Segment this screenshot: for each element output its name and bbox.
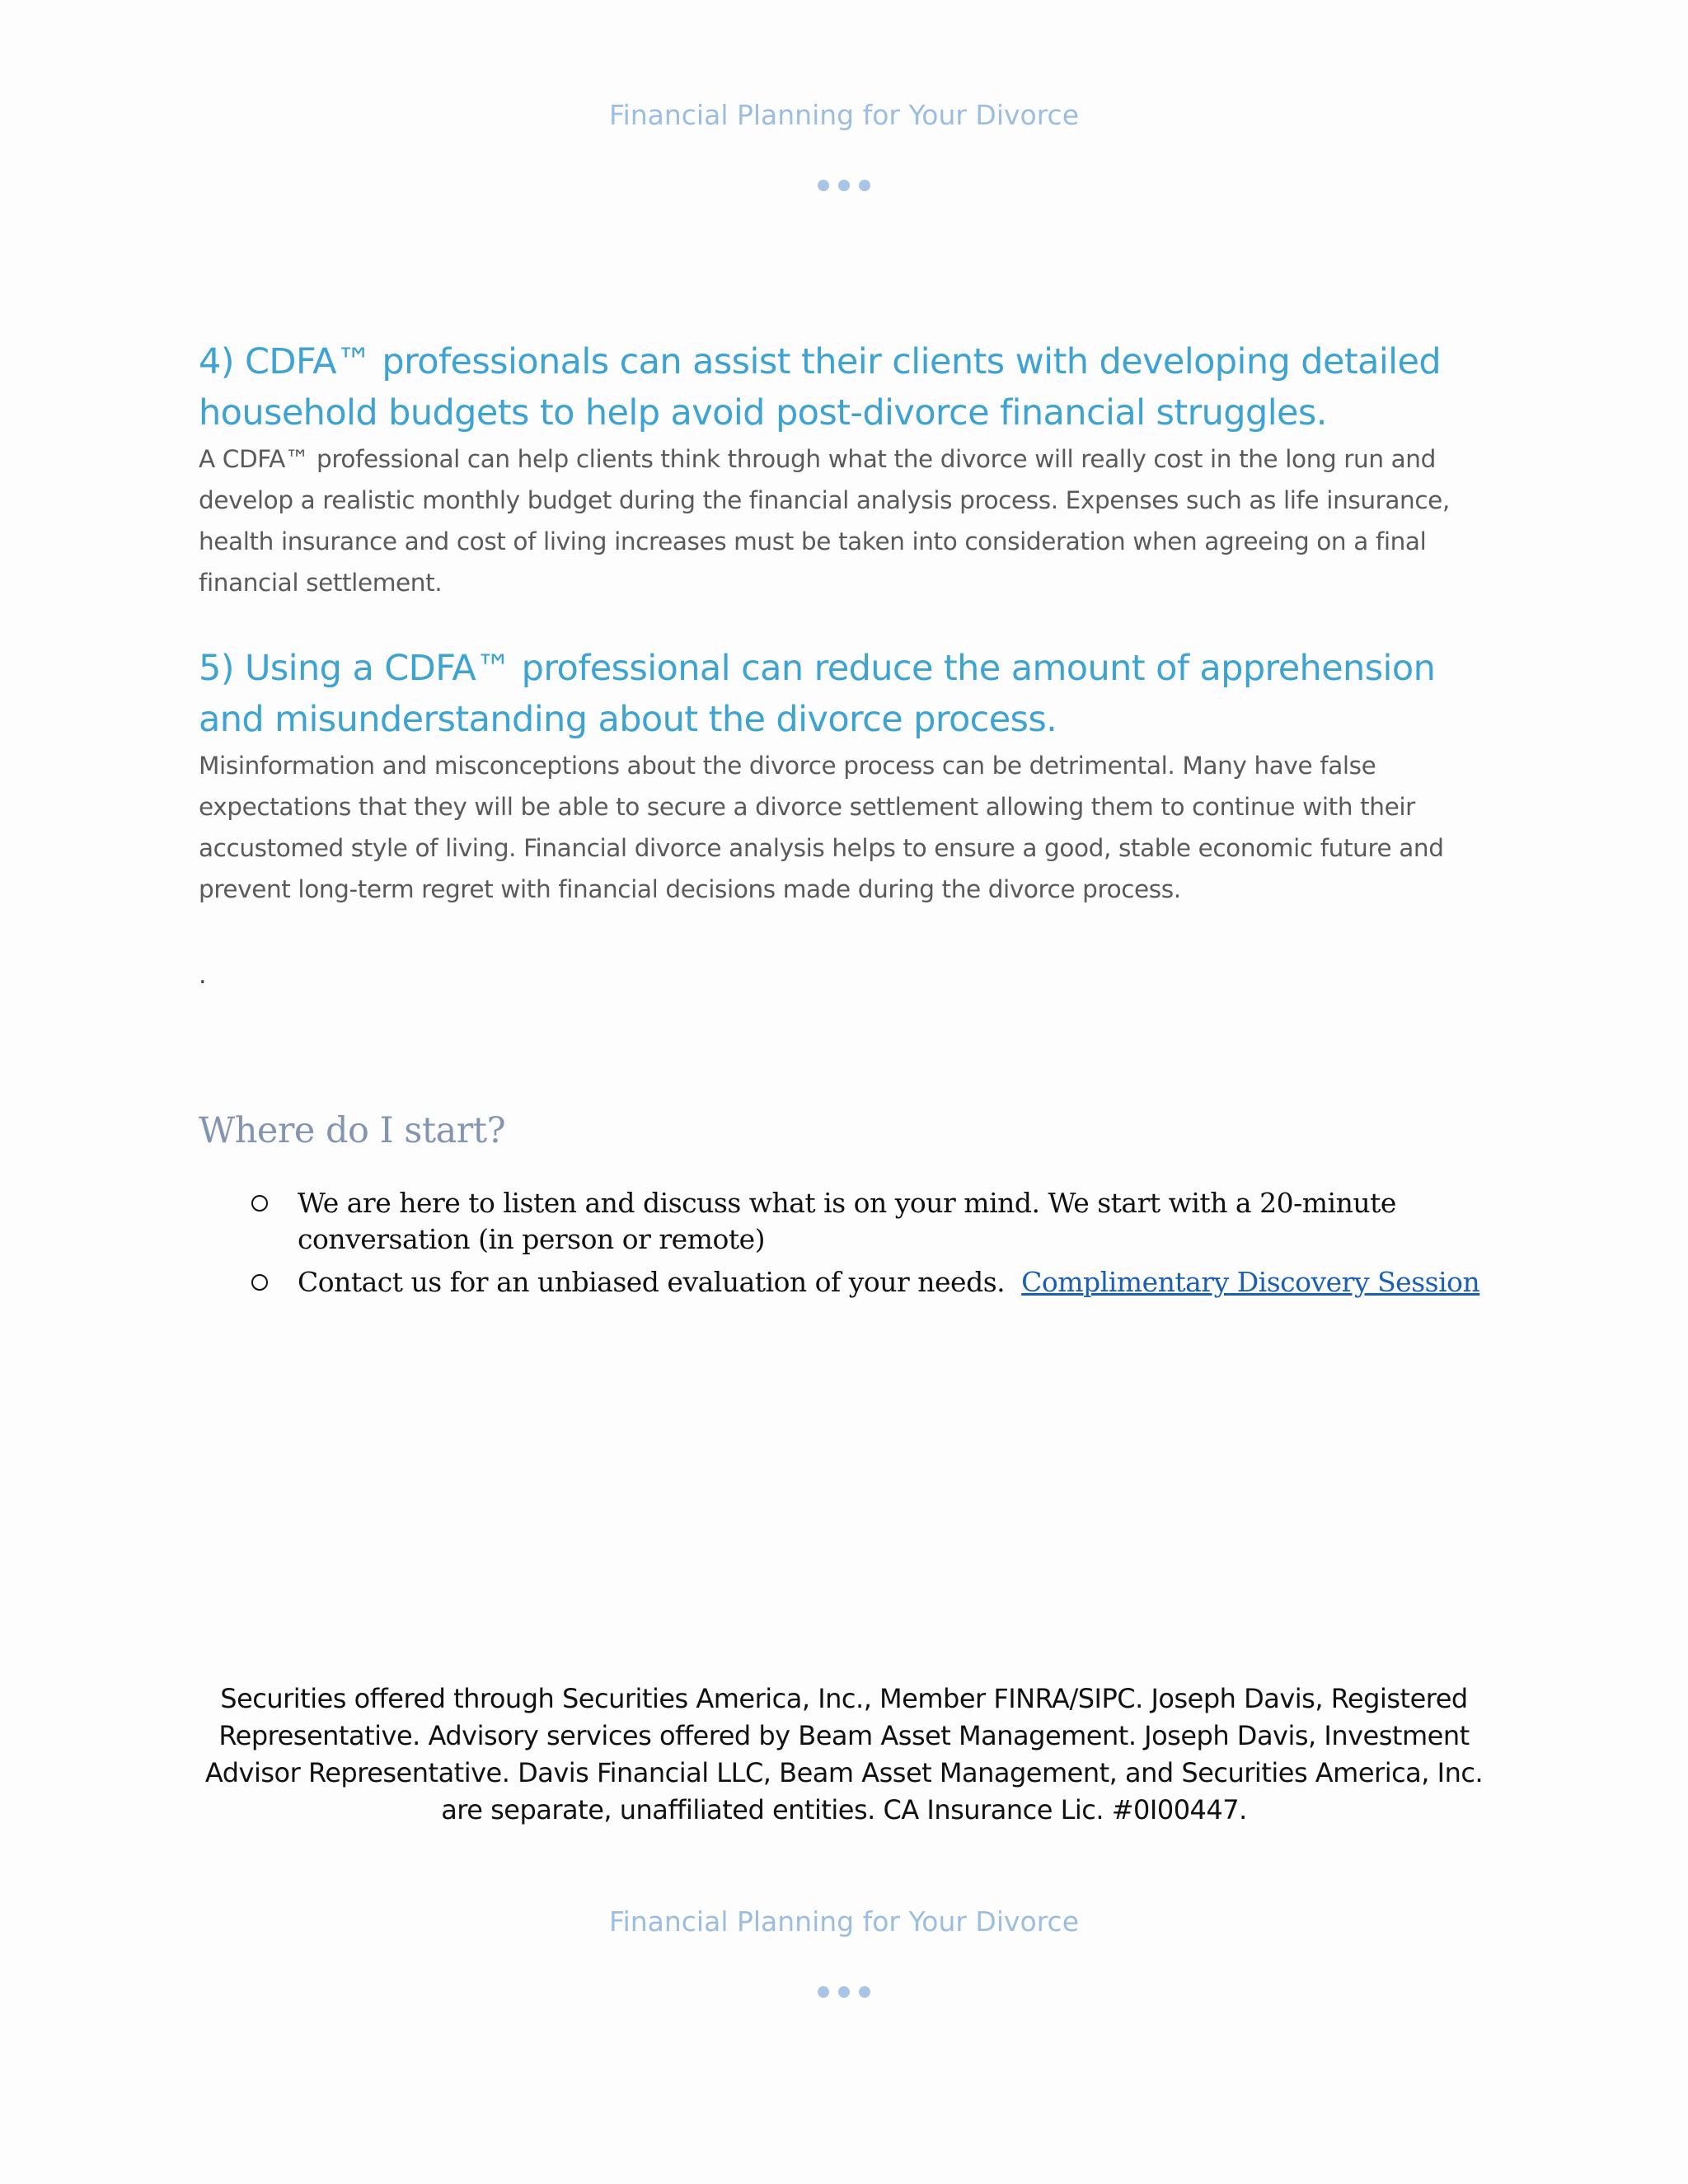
dot-icon <box>859 1986 870 1998</box>
main-content <box>199 336 1493 1307</box>
section-5 <box>199 643 1493 910</box>
list-item <box>199 1185 1493 1258</box>
dot-icon <box>838 1986 850 1998</box>
page-footer <box>0 1905 1688 1998</box>
dot-icon <box>818 180 829 191</box>
circle-bullet-icon <box>251 1274 268 1291</box>
disclaimer-text: Securities offered through Securities America, Inc., Member FINRA/SIPC. Joseph Davis, Registered Representative. Advisory services offered by Beam Asset Management. Joseph Davis, Investment Advisor Representative. Davis Financial LLC, Beam Asset Management, and Securities America, Inc. are separate, unaffiliated entities. CA Insurance Lic. #0I00447. <box>204 1683 1484 1825</box>
section-5-body: Misinformation and misconceptions about the divorce process can be detrimental. Many have false expectations that they will be able to secure a divorce settlement allowing them to continue with their accustomed style of living. Financial divorce analysis helps to ensure a good, stable economic future and prevent long-term regret with financial decisions made during the divorce process. <box>199 752 1444 903</box>
dot-icon <box>818 1986 829 1998</box>
stray-period: . <box>199 961 207 990</box>
section-5-heading: 5) Using a CDFA™ professional can reduce the amount of apprehension and misunderstanding about the divorce process. <box>199 648 1436 740</box>
start-list <box>199 1185 1493 1301</box>
circle-bullet-icon <box>251 1195 268 1212</box>
footer-dots <box>0 1986 1688 1998</box>
header-dots <box>0 180 1688 191</box>
footer-title: Financial Planning for Your Divorce <box>608 1905 1080 1938</box>
discovery-session-link[interactable]: Complimentary Discovery Session <box>1021 1266 1480 1298</box>
list-item-text: Contact us for an unbiased evaluation of your needs. <box>298 1266 1006 1298</box>
list-item-text: We are here to listen and discuss what is on your mind. We start with a 20-minute conversation (in person or remote) <box>298 1187 1396 1255</box>
dot-icon <box>859 180 870 191</box>
section-4 <box>199 336 1493 603</box>
section-4-body: A CDFA™ professional can help clients think through what the divorce will really cost in the long run and develop a realistic monthly budget during the financial analysis process. Expenses such as life insurance, health insurance and cost of living increases must be taken into consideration when agreeing on a final financial settlement. <box>199 445 1450 597</box>
dot-icon <box>838 180 850 191</box>
header-title: Financial Planning for Your Divorce <box>608 99 1080 131</box>
page-header <box>0 99 1688 191</box>
section-4-heading: 4) CDFA™ professionals can assist their clients with developing detailed household budgets to help avoid post-divorce financial struggles. <box>199 341 1442 434</box>
where-to-start-heading: Where do I start? <box>199 1110 506 1151</box>
list-item <box>199 1264 1493 1301</box>
